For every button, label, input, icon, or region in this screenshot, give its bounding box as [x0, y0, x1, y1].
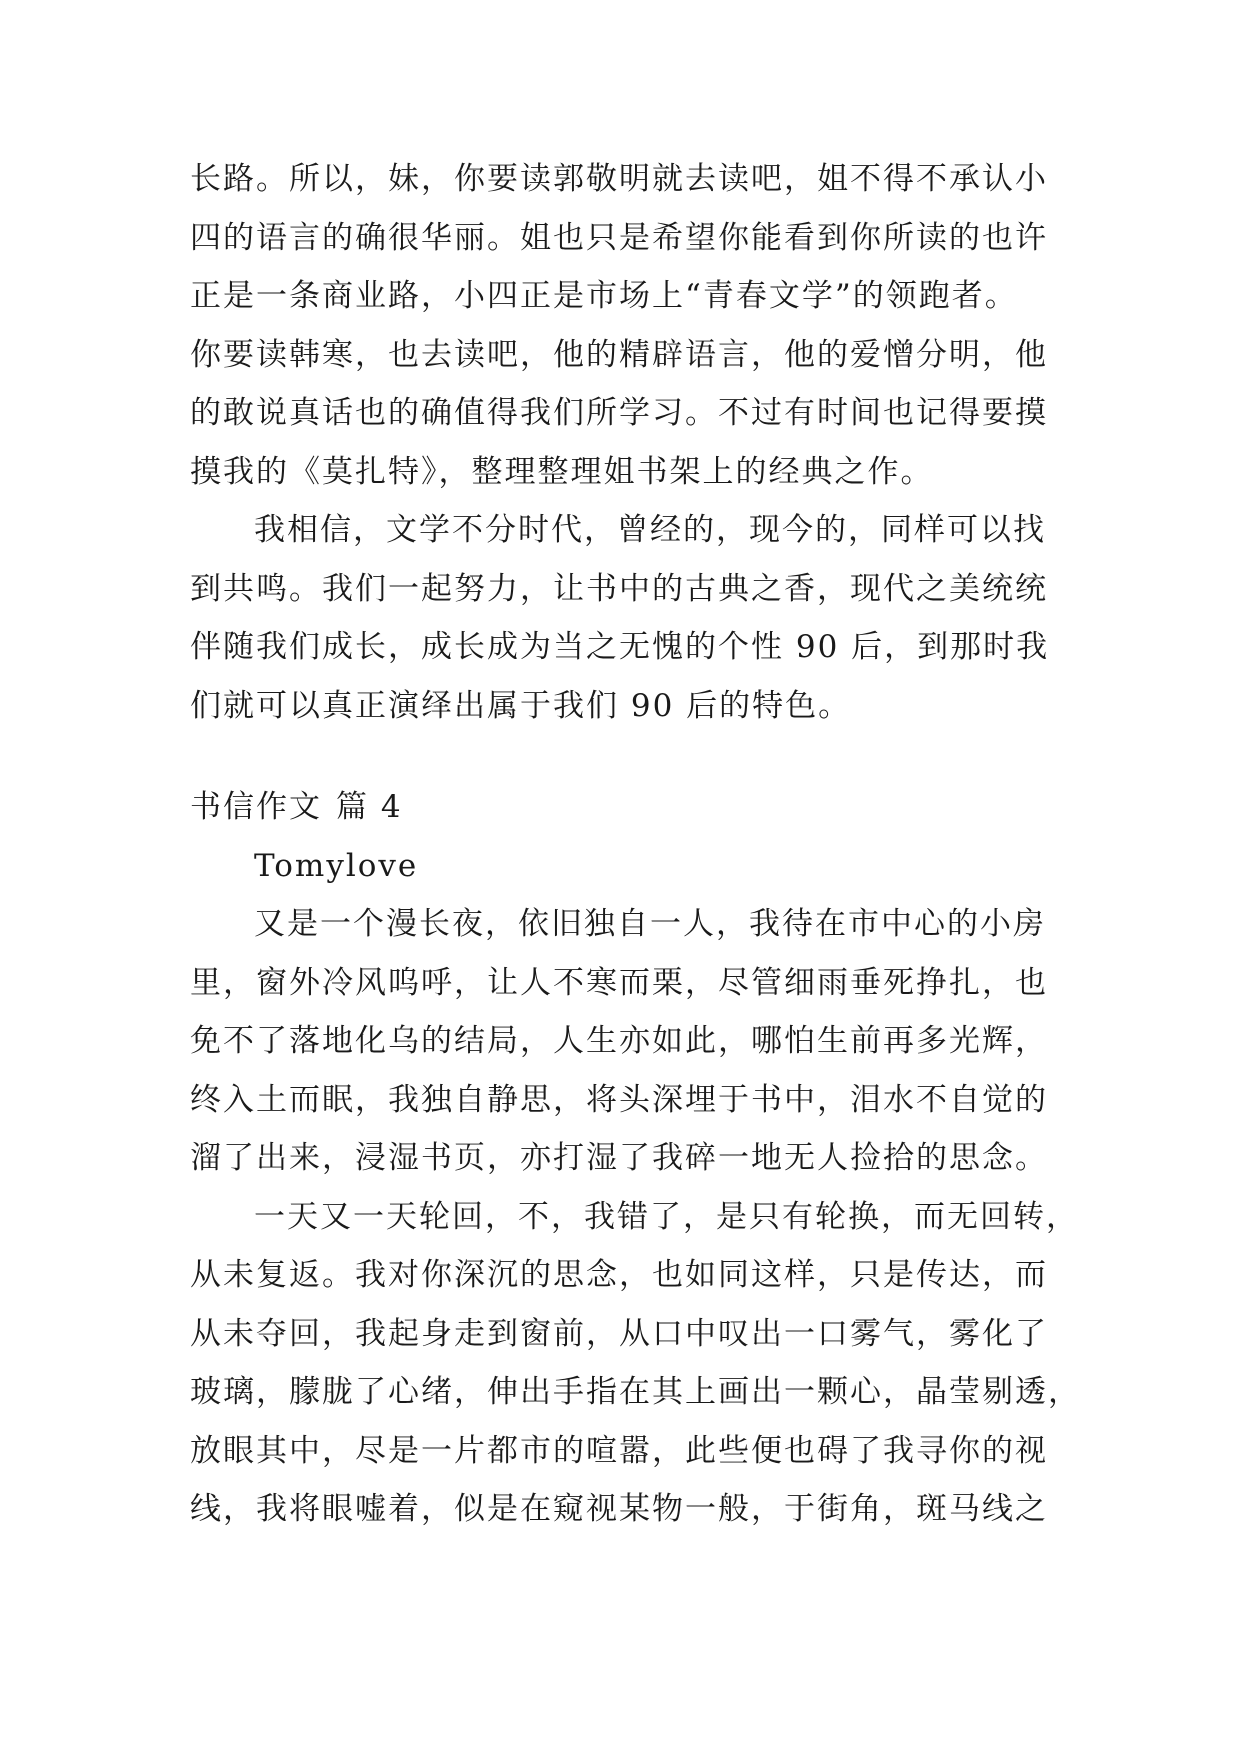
letter-paragraph-2 — [190, 1188, 1081, 1539]
text-line: 里，窗外冷风呜呼，让人不寒而栗，尽管细雨垂死挣扎，也 — [190, 964, 1048, 1001]
heading-part: 篇 4 — [336, 789, 403, 825]
text-line: 线，我将眼嘘着，似是在窥视某物一般，于街角，斑马线之 — [190, 1491, 1048, 1527]
paragraph-continued — [190, 150, 1070, 501]
text-line: 从未夺回，我起身走到窗前，从口中叹出一口雾气，雾化了 — [190, 1315, 1048, 1352]
letter-paragraph-1 — [190, 895, 1070, 1188]
text-line: 一天又一天轮回，不，我错了，是只有轮换，而无回转， — [254, 1198, 1079, 1235]
text-line: 免不了落地化乌的结局，人生亦如此，哪怕生前再多光辉， — [190, 1023, 1048, 1059]
heading-title: 书信作文 — [190, 789, 322, 825]
text-line: 又是一个漫长夜，依旧独自一人，我待在市中心的小房 — [254, 906, 1046, 942]
text-line: 放眼其中，尽是一片都市的喧嚣，此些便也碍了我寻你的视 — [190, 1432, 1048, 1469]
text-line: 溜了出来，浸湿书页，亦打湿了我碎一地无人捡拾的思念。 — [190, 1140, 1048, 1176]
text-line: 我相信，文学不分时代，曾经的，现今的，同样可以找 — [254, 512, 1046, 548]
section-heading — [190, 778, 1070, 837]
letter-salutation: Tomylove — [254, 847, 419, 884]
text-line: 长路。所以，妹，你要读郭敬明就去读吧，姐不得不承认小 — [190, 161, 1048, 197]
text-line: 你要读韩寒，也去读吧，他的精辟语言，他的爱憎分明，他 — [190, 336, 1048, 373]
text-line: 到共鸣。我们一起努力，让书中的古典之香，现代之美统统 — [190, 570, 1048, 607]
text-line: 四的语言的确很华丽。姐也只是希望你能看到你所读的也许 — [190, 219, 1048, 256]
document-page — [190, 150, 1081, 1539]
text-line: 玻璃，朦胧了心绪，伸出手指在其上画出一颗心，晶莹剔透， — [190, 1374, 1081, 1410]
text-line: 们就可以真正演绎出属于我们 90 后的特色。 — [190, 687, 852, 724]
text-line: 正是一条商业路，小四正是市场上“青春文学”的领跑者。 — [190, 278, 1018, 314]
text-line: 从未复返。我对你深沉的思念，也如同这样，只是传达，而 — [190, 1257, 1048, 1293]
text-line: 伴随我们成长，成长成为当之无愧的个性 90 后，到那时我 — [190, 629, 1050, 665]
section-gap — [190, 735, 1070, 778]
text-line: 的敢说真话也的确值得我们所学习。不过有时间也记得要摸 — [190, 395, 1048, 431]
paragraph-conclusion — [190, 501, 1070, 735]
text-line: 摸我的《莫扎特》，整理整理姐书架上的经典之作。 — [190, 453, 934, 490]
text-line: 终入土而眠，我独自静思，将头深埋于书中，泪水不自觉的 — [190, 1081, 1048, 1118]
